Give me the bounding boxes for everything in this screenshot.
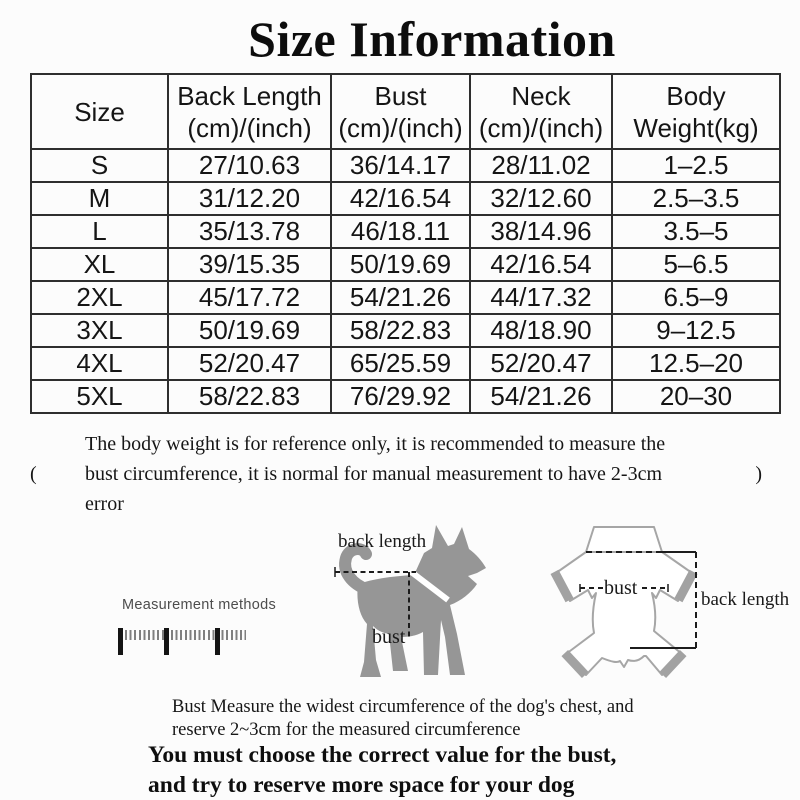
close-paren: ): [755, 463, 762, 485]
ruler-major-tick: [118, 628, 123, 655]
header-line: (cm)/(inch): [478, 112, 604, 143]
size-table: [30, 73, 781, 414]
bold-note-line-1: You must choose the correct value for the bust,: [148, 742, 617, 768]
note-line-2: [28, 459, 762, 489]
garment-back-length-label: back length: [701, 589, 790, 610]
table-row: [31, 182, 780, 215]
weight-cell: 3.5–5: [612, 215, 780, 248]
ruler-major-tick: [215, 628, 220, 655]
header-line: Weight(kg): [633, 112, 759, 143]
neck-cell: 42/16.54: [470, 248, 612, 281]
header-line: Bust: [374, 80, 427, 111]
header-line: Body: [666, 80, 726, 111]
garment-bust-label: bust: [604, 577, 638, 599]
table-row: [31, 215, 780, 248]
weight-cell: 12.5–20: [612, 347, 780, 380]
weight-reference-note: [28, 429, 762, 519]
back-length-cell: 27/10.63: [168, 149, 331, 182]
size-cell: 5XL: [31, 380, 168, 413]
back-length-cell: 58/22.83: [168, 380, 331, 413]
neck-cell: 44/17.32: [470, 281, 612, 314]
bust-cell: 76/29.92: [331, 380, 470, 413]
size-cell: M: [31, 182, 168, 215]
bust-cell: 46/18.11: [331, 215, 470, 248]
weight-cell: 2.5–3.5: [612, 182, 780, 215]
bust-cell: 50/19.69: [331, 248, 470, 281]
dog-bust-label: bust: [372, 626, 406, 648]
measurement-methods-label: Measurement methods: [122, 597, 276, 613]
header-line: Neck: [511, 80, 571, 111]
weight-cell: 9–12.5: [612, 314, 780, 347]
size-cell: L: [31, 215, 168, 248]
weight-cell: 5–6.5: [612, 248, 780, 281]
ruler-minor-ticks: [125, 630, 246, 640]
neck-cell: 52/20.47: [470, 347, 612, 380]
bust-cell: 58/22.83: [331, 314, 470, 347]
ruler-major-tick: [164, 628, 169, 655]
neck-cell: 28/11.02: [470, 149, 612, 182]
back-length-cell: 52/20.47: [168, 347, 331, 380]
neck-cell: 38/14.96: [470, 215, 612, 248]
back-length-cell: 35/13.78: [168, 215, 331, 248]
page-title: Size Information: [248, 11, 616, 67]
table-row: [31, 314, 780, 347]
note-line-2-text: bust circumference, it is normal for manual measurement to have 2-3cm: [85, 463, 663, 485]
back-length-cell: 39/15.35: [168, 248, 331, 281]
col-header-back-length: [168, 74, 331, 149]
size-cell: 4XL: [31, 347, 168, 380]
col-header-body-weight: [612, 74, 780, 149]
size-cell: XL: [31, 248, 168, 281]
header-line: (cm)/(inch): [338, 112, 463, 143]
header-line: Back Length: [177, 80, 322, 111]
neck-cell: 32/12.60: [470, 182, 612, 215]
table-row: [31, 281, 780, 314]
header-line: (cm)/(inch): [187, 112, 312, 143]
back-length-cell: 50/19.69: [168, 314, 331, 347]
header-line: Size: [74, 96, 125, 127]
ruler-icon: [118, 628, 248, 658]
garment-body: [556, 552, 692, 675]
table-row: [31, 149, 780, 182]
back-length-cell: 31/12.20: [168, 182, 331, 215]
bust-cell: 36/14.17: [331, 149, 470, 182]
size-table-header-row: [31, 74, 780, 149]
note-line-3: error: [85, 493, 124, 515]
table-row: [31, 248, 780, 281]
weight-cell: 6.5–9: [612, 281, 780, 314]
neck-cell: 54/21.26: [470, 380, 612, 413]
bust-cell: 65/25.59: [331, 347, 470, 380]
col-header-bust: [331, 74, 470, 149]
size-cell: 3XL: [31, 314, 168, 347]
open-paren: (: [30, 463, 37, 485]
col-header-neck: [470, 74, 612, 149]
bust-cell: 54/21.26: [331, 281, 470, 314]
bust-cell: 42/16.54: [331, 182, 470, 215]
size-cell: 2XL: [31, 281, 168, 314]
table-row: [31, 347, 780, 380]
dog-back-length-label: back length: [338, 531, 427, 552]
bold-note-line-2: and try to reserve more space for your dog: [148, 772, 575, 798]
garment-neck: [586, 527, 662, 552]
bust-measure-note: [172, 696, 732, 742]
size-cell: S: [31, 149, 168, 182]
weight-cell: 1–2.5: [612, 149, 780, 182]
table-row: [31, 380, 780, 413]
col-header-size: [31, 74, 168, 149]
bust-note-line-1: Bust Measure the widest circumference of the dog's chest, and: [172, 697, 634, 717]
neck-cell: 48/18.90: [470, 314, 612, 347]
note-line-1: The body weight is for reference only, it is recommended to measure the: [85, 433, 666, 455]
weight-cell: 20–30: [612, 380, 780, 413]
bust-note-line-2: reserve 2~3cm for the measured circumference: [172, 720, 521, 740]
bust-warning-note: [148, 740, 768, 800]
back-length-cell: 45/17.72: [168, 281, 331, 314]
